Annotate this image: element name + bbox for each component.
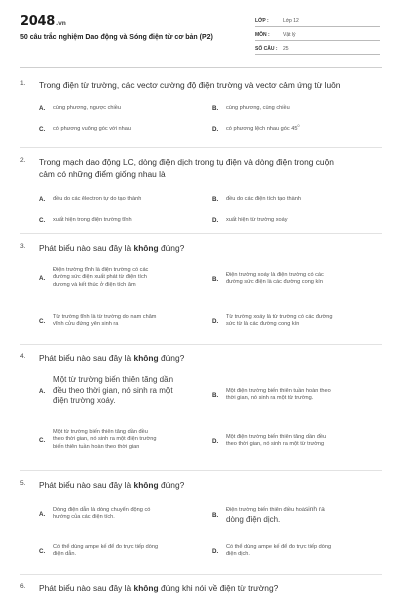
- question-4: 4. Phát biểu nào sau đây là không đúng? A. Một từ trường biến thiên tăng dần đều theo thời gian, nó sinh ra một điện trường xoáy. B. Một điện trường biến thiên tuần hoàn theo thời gian, nó sinh ra một từ trường. C. Một từ trường biến thiên tăng dần đều theo thời gian, nó sinh ra một điện trường biến thiên tuần hoàn theo thời gian D. Một điện trường biến thiên tăng dần đều theo thời gian, nó sinh ra một từ trường: [20, 353, 380, 468]
- divider: [20, 147, 382, 148]
- question-text: Phát biểu nào sau đây là không đúng?: [39, 243, 185, 253]
- divider: [20, 344, 382, 345]
- meta-subject: MÔN : Vật lý: [255, 30, 380, 41]
- question-6: [20, 583, 380, 597]
- site-logo[interactable]: 2048.vn: [20, 14, 66, 29]
- header-divider: [20, 67, 382, 68]
- question-text: Trong mạch dao động LC, dòng điện dịch trong tụ điện và dòng điện trong cuộn cảm có những điểm giống nhau là: [39, 157, 334, 179]
- question-2: 2. Trong mạch dao động LC, dòng điện dịch trong tụ điện và dòng điện trong cuộn cảm có những điểm giống nhau là A. đều do các êlectron tự do tạo thành B. đều do các điện tích tạo thành C. xuất hiện trong điện trường tĩnh D. xuất hiện từ trường xoáy: [20, 157, 380, 232]
- divider: [20, 470, 382, 471]
- divider: [20, 574, 382, 575]
- question-text: Trong điện từ trường, các vectơ cường độ điện trường và vectơ cảm ứng từ luôn: [39, 80, 341, 90]
- question-text: Phát biểu nào sau đây là không đúng khi nói về điện từ trường?: [39, 583, 279, 593]
- question-text: Phát biểu nào sau đây là không đúng?: [39, 353, 185, 363]
- question-number: 1.: [20, 80, 26, 87]
- question-text: Phát biểu nào sau đây là không đúng?: [39, 480, 185, 490]
- divider: [20, 233, 382, 234]
- question-number: 6.: [20, 583, 26, 590]
- question-1: 1. Trong điện từ trường, các vectơ cường độ điện trường và vectơ cảm ứng từ luôn A. cùng phương, ngược chiều B. cùng phương, cùng chiều C. có phương vuông góc với nhau D. có phương lệch nhau góc $45^0$: [20, 80, 380, 140]
- question-number: 2.: [20, 157, 26, 164]
- question-5: 5. Phát biểu nào sau đây là không đúng? A. Dòng điện dẫn là dòng chuyển động có hướng của các điện tích. B. Điện trường biến thiên điều hoàsinh ra dòng điện dịch. C. Có thể dùng ampe kế để đo trực tiếp dòng điện dẫn. D. Có thể dùng ampe kế để đo trực tiếp dòng điện dịch.: [20, 480, 380, 570]
- document-title: 50 câu trắc nghiệm Dao động và Sóng điện từ cơ bản (P2): [20, 34, 213, 41]
- question-number: 4.: [20, 353, 26, 360]
- question-3: 3. Phát biểu nào sau đây là không đúng? A. Điện trường tĩnh là điện trường có các đường sức điện xuất phát từ điện tích dương và kết thúc ở điện tích âm B. Điện trường xoáy là điện trường có các đường sức điện là các đường cong kín C. Từ trường tĩnh là từ trường do nam châm vĩnh cửu đứng yên sinh ra D. Từ trường xoáy là từ trường có các đường sức từ là các đường cong kín: [20, 243, 380, 343]
- meta-question-count: SỐ CÂU : 25: [255, 44, 380, 55]
- question-number: 3.: [20, 243, 26, 250]
- meta-class: LỚP : Lớp 12: [255, 16, 380, 27]
- page-header: [0, 0, 400, 74]
- question-number: 5.: [20, 480, 26, 487]
